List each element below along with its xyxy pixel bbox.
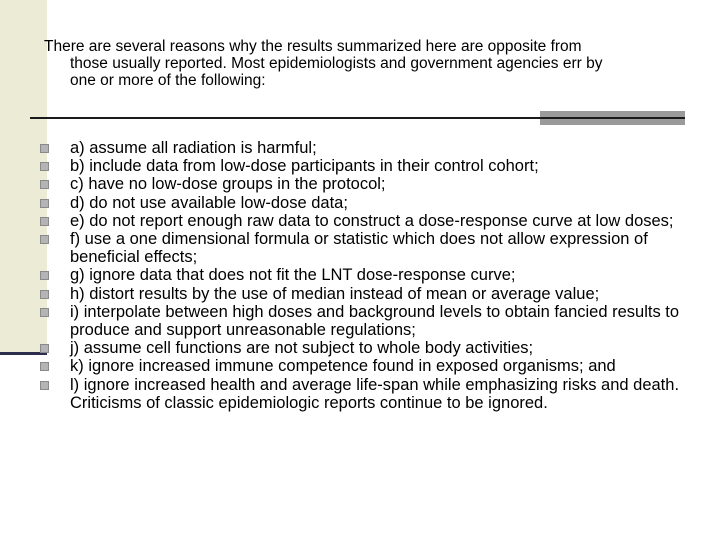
square-bullet-icon bbox=[40, 344, 49, 353]
square-bullet-icon bbox=[40, 217, 49, 226]
square-bullet-icon bbox=[40, 199, 49, 208]
square-bullet-icon bbox=[40, 235, 49, 244]
square-bullet-icon bbox=[40, 381, 49, 390]
list-item-text: h) distort results by the use of median instead of mean or average value; bbox=[70, 284, 600, 303]
intro-line-1: There are several reasons why the results summarized here are opposite from bbox=[44, 38, 582, 55]
intro-line-3: one or more of the following: bbox=[70, 72, 266, 89]
list-item bbox=[40, 303, 716, 339]
list-item-text: c) have no low-dose groups in the protocol; bbox=[70, 175, 386, 194]
square-bullet-icon bbox=[40, 290, 49, 299]
square-bullet-icon bbox=[40, 144, 49, 153]
list-item bbox=[40, 139, 716, 157]
list-item-text: g) ignore data that does not fit the LNT dose-response curve; bbox=[70, 266, 516, 285]
divider-rule-right bbox=[540, 117, 685, 119]
list-item bbox=[40, 175, 716, 193]
list-item-text: b) include data from low-dose participants in their control cohort; bbox=[70, 157, 539, 176]
list-item bbox=[40, 266, 716, 284]
square-bullet-icon bbox=[40, 308, 49, 317]
list-item-text: d) do not use available low-dose data; bbox=[70, 193, 348, 212]
list-item-text: e) do not report enough raw data to construct a dose-response curve at low doses; bbox=[70, 211, 674, 230]
square-bullet-icon bbox=[40, 271, 49, 280]
list-item bbox=[40, 376, 716, 412]
list-item-text: a) assume all radiation is harmful; bbox=[70, 139, 317, 157]
list-item-text: j) assume cell functions are not subject to whole body activities; bbox=[70, 339, 534, 358]
list-item bbox=[40, 157, 716, 175]
list-item bbox=[40, 194, 716, 212]
list-item bbox=[40, 285, 716, 303]
square-bullet-icon bbox=[40, 162, 49, 171]
list-item-text: i) interpolate between high doses and background levels to obtain fancied results to produce and support unreasonable regulations; bbox=[70, 302, 680, 340]
list-item bbox=[40, 212, 716, 230]
list-item bbox=[40, 339, 716, 357]
reasons-list bbox=[40, 139, 716, 412]
list-item-text: f) use a one dimensional formula or statistic which does not allow expression of beneficial effects; bbox=[70, 230, 648, 267]
square-bullet-icon bbox=[40, 180, 49, 189]
list-item bbox=[40, 357, 716, 375]
list-item bbox=[40, 230, 716, 266]
square-bullet-icon bbox=[40, 362, 49, 371]
list-item-text: l) ignore increased health and average life-span while emphasizing risks and death. Criticisms of classic epidemiologic reports continue to be ignored. bbox=[70, 375, 680, 412]
list-item-text: k) ignore increased immune competence found in exposed organisms; and bbox=[70, 357, 616, 376]
divider-rule bbox=[30, 117, 540, 119]
intro-line-2: those usually reported. Most epidemiologists and government agencies err by bbox=[70, 55, 603, 72]
intro-paragraph bbox=[44, 38, 694, 89]
